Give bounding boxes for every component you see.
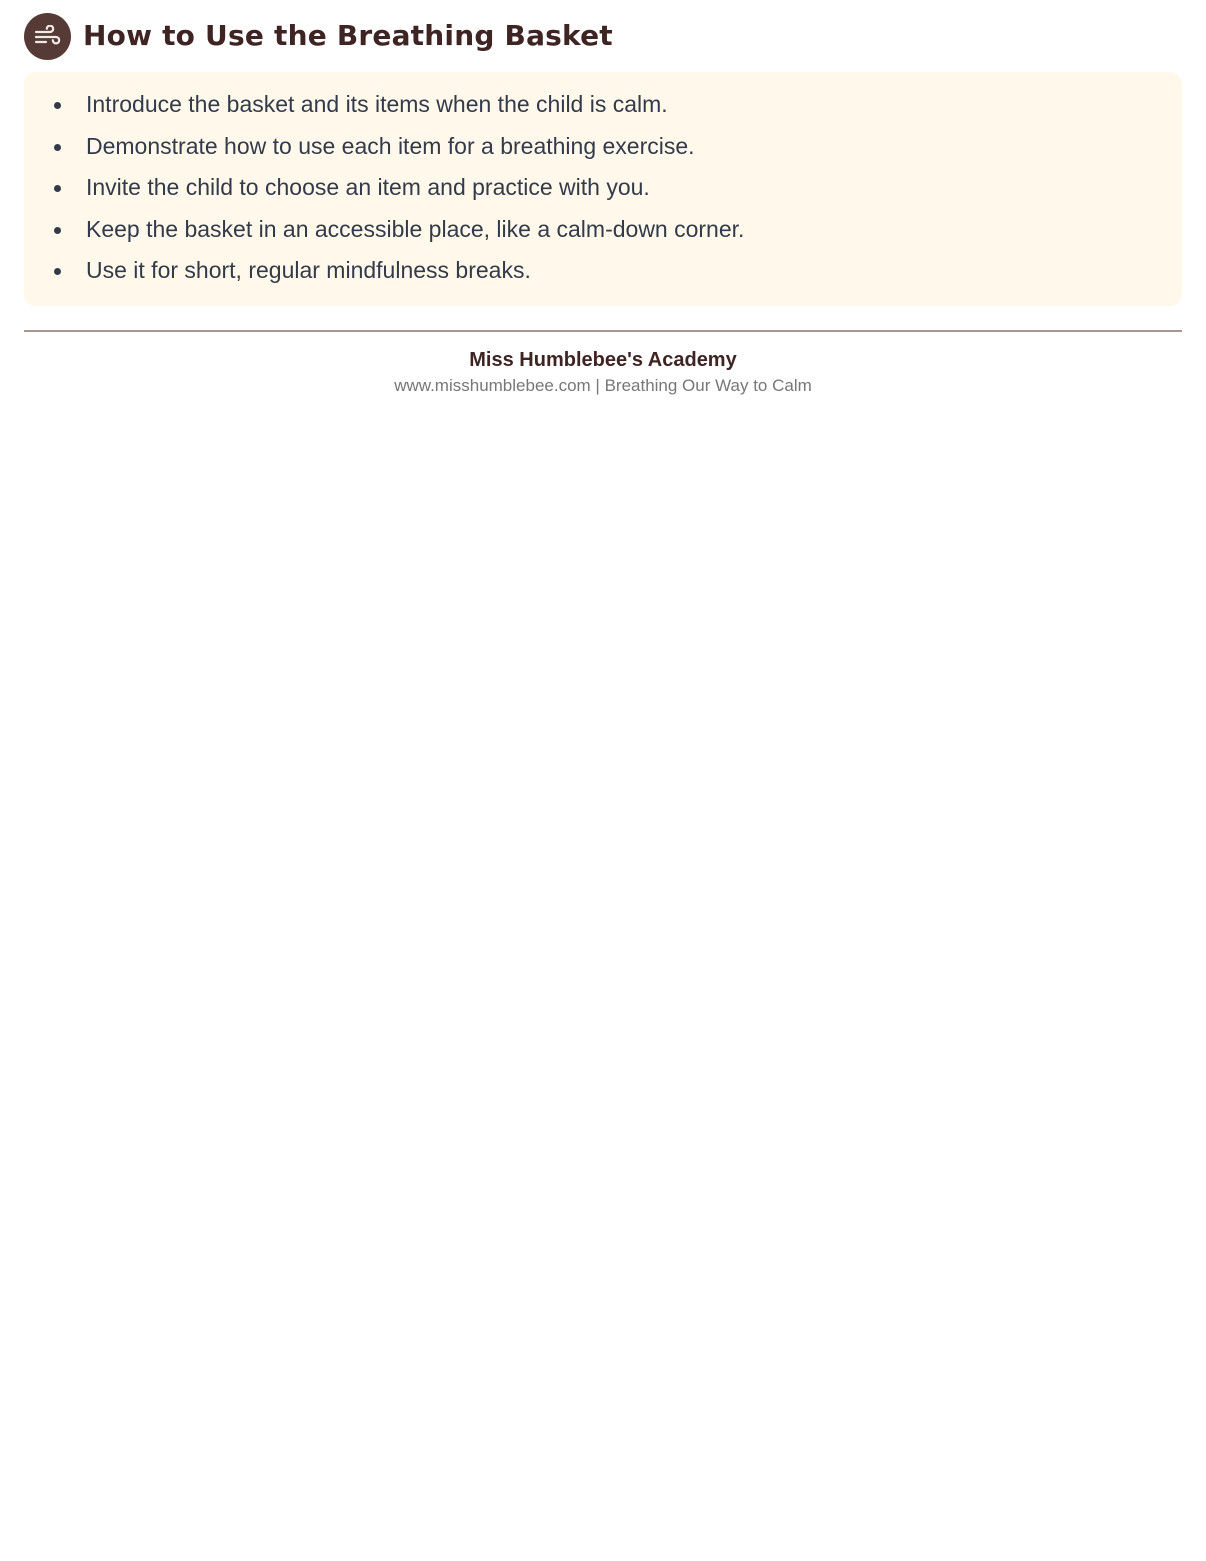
footer-academy-name: Miss Humblebee's Academy bbox=[469, 349, 737, 371]
bullet-icon bbox=[54, 102, 61, 109]
footer bbox=[0, 346, 1206, 398]
wind-icon bbox=[24, 13, 71, 60]
bullet-icon bbox=[54, 185, 61, 192]
tips-card bbox=[24, 72, 1182, 306]
footer-divider bbox=[24, 330, 1182, 332]
list-item-text: Invite the child to choose an item and practice with you. bbox=[86, 174, 650, 200]
list-item bbox=[24, 126, 1182, 168]
list-item-text: Use it for short, regular mindfulness breaks. bbox=[86, 257, 531, 283]
list-item-text: Introduce the basket and its items when the child is calm. bbox=[86, 91, 668, 117]
tips-list bbox=[24, 72, 1182, 292]
list-item-text: Keep the basket in an accessible place, like a calm-down corner. bbox=[86, 215, 745, 242]
bullet-icon bbox=[54, 144, 61, 151]
list-item bbox=[24, 84, 1182, 126]
footer-tagline: www.misshumblebee.com | Breathing Our Way to Calm bbox=[394, 376, 812, 395]
bullet-icon bbox=[54, 268, 61, 275]
section-header bbox=[24, 12, 613, 60]
list-item-text: Demonstrate how to use each item for a breathing exercise. bbox=[86, 132, 695, 159]
bullet-icon bbox=[54, 227, 61, 234]
list-item bbox=[24, 209, 1182, 251]
page-title: How to Use the Breathing Basket bbox=[83, 19, 613, 52]
list-item bbox=[24, 167, 1182, 209]
list-item bbox=[24, 250, 1182, 292]
